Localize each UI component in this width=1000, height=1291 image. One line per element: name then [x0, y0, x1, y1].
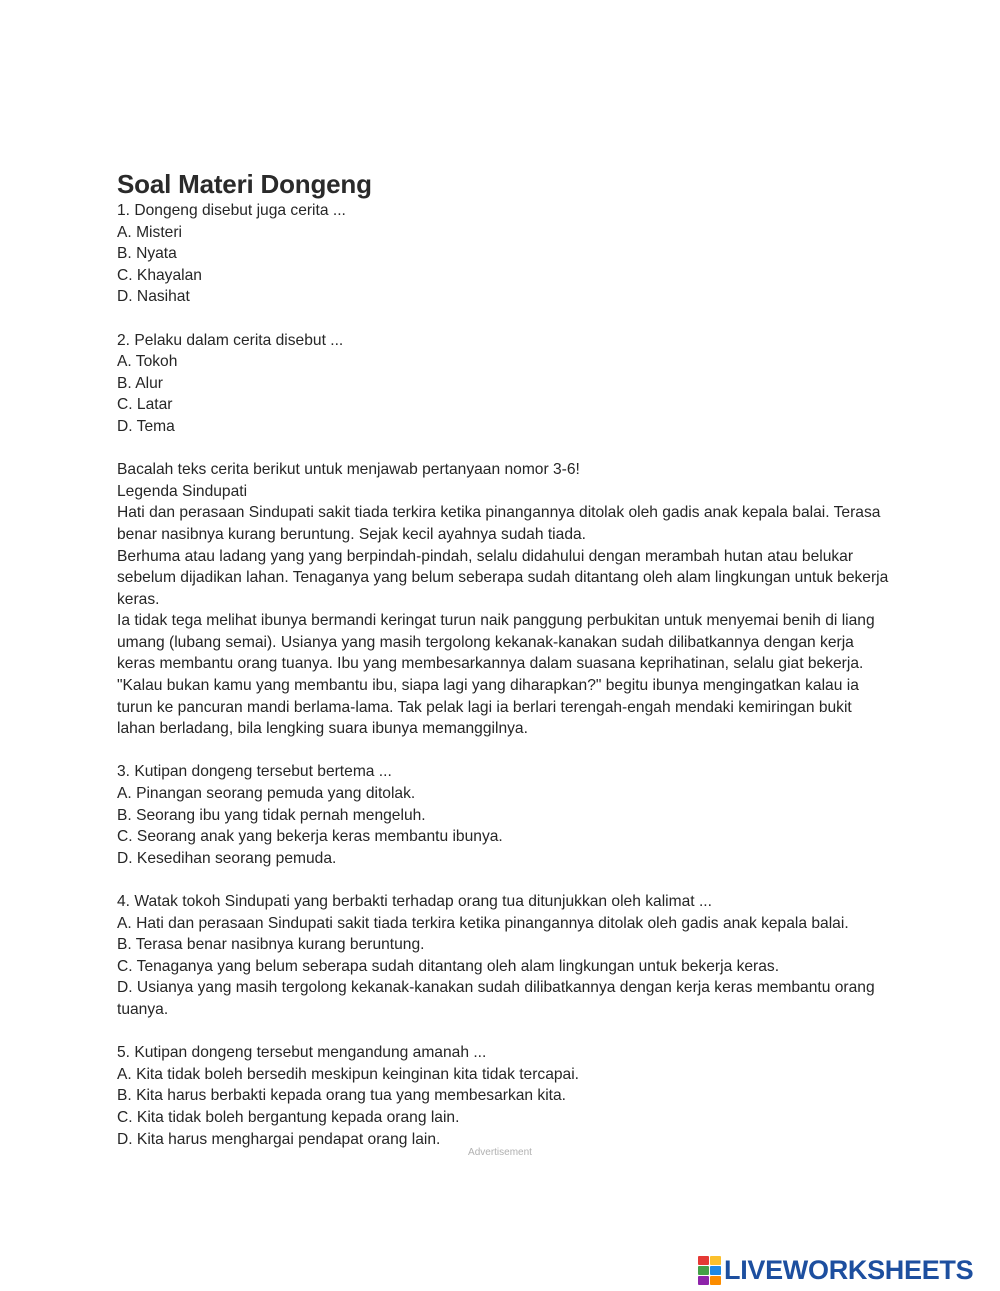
answer-option: A. Kita tidak boleh bersedih meskipun keinginan kita tidak tercapai. [117, 1065, 580, 1083]
answer-option: A. Misteri [117, 223, 182, 241]
question-text: 3. Kutipan dongeng tersebut bertema ... [117, 763, 392, 781]
story-line: "Kalau bukan kamu yang membantu ibu, siapa lagi yang diharapkan?" begitu ibunya mengingatkan kalau ia [117, 677, 859, 695]
story-title: Legenda Sindupati [117, 482, 248, 500]
question-text: 4. Watak tokoh Sindupati yang berbakti terhadap orang tua ditunjukkan oleh kalimat ... [117, 893, 712, 910]
story-line: keras membantu orang tuanya. Ibu yang membesarkannya dalam suasana keprihatinan, selalu giat bekerja. [117, 655, 864, 673]
question-text: 2. Pelaku dalam cerita disebut ... [117, 331, 344, 349]
answer-option: B. Alur [117, 374, 163, 392]
logo-block [698, 1256, 709, 1265]
story-line: umang (lubang semai). Usianya yang masih tergolong kekanak-kanakan sudah dilibatkannya dengan kerja [117, 633, 854, 651]
question-4 [117, 891, 897, 1021]
answer-option: C. Tenaganya yang belum seberapa sudah ditantang oleh alam lingkungan untuk bekerja keras. [117, 957, 780, 975]
spacer [117, 869, 897, 891]
answer-option: D. Nasihat [117, 288, 190, 306]
answer-option: A. Tokoh [117, 353, 178, 371]
reading-instruction: Bacalah teks cerita berikut untuk menjawab pertanyaan nomor 3-6! [117, 461, 580, 479]
page-title: Soal Materi Dongeng [117, 169, 372, 199]
answer-option: D. Kita harus menghargai pendapat orang lain. [117, 1130, 441, 1148]
logo-block [698, 1266, 709, 1275]
question-3 [117, 761, 897, 869]
question-2 [117, 330, 897, 438]
answer-option: B. Terasa benar nasibnya kurang beruntung. [117, 936, 425, 954]
answer-option: C. Seorang anak yang bekerja keras membantu ibunya. [117, 828, 503, 846]
answer-option: D. Tema [117, 417, 175, 435]
question-text: 1. Dongeng disebut juga cerita ... [117, 202, 346, 219]
story-line: turun ke pancuran mandi berlama-lama. Tak pelak lagi ia berlari terengah-engah mendaki kemiringan bukit [117, 698, 852, 716]
logo-blocks-icon [698, 1256, 721, 1285]
logo-text: LIVEWORKSHEETS [724, 1254, 974, 1285]
story-line: benar nasibnya kurang beruntung. Sejak kecil ayahnya sudah tiada. [117, 525, 587, 543]
story-line: keras. [117, 590, 160, 608]
worksheet-document [117, 168, 897, 1150]
spacer [117, 438, 897, 460]
answer-option: D. Usianya yang masih tergolong kekanak-kanakan sudah dilibatkannya dengan kerja keras membantu orang [117, 979, 875, 997]
question-5 [117, 1042, 897, 1150]
story-line: lahan berladang, bila lengking suara ibunya memanggilnya. [117, 720, 528, 738]
spacer [117, 308, 897, 330]
answer-option: D. Kesedihan seorang pemuda. [117, 849, 337, 867]
answer-option: C. Khayalan [117, 266, 202, 284]
logo-block [710, 1266, 721, 1275]
answer-option: C. Latar [117, 396, 173, 414]
question-1 [117, 200, 897, 308]
advertisement-label: Advertisement [468, 1147, 532, 1158]
reading-passage [117, 459, 897, 740]
story-line: sebelum dijadikan lahan. Tenaganya yang belum seberapa sudah ditantang oleh alam lingkungan untuk bekerja [117, 569, 889, 587]
question-text: 5. Kutipan dongeng tersebut mengandung amanah ... [117, 1044, 487, 1062]
spacer [117, 740, 897, 762]
logo-block [710, 1276, 721, 1285]
answer-option-continued: tuanya. [117, 1000, 169, 1018]
answer-option: A. Hati dan perasaan Sindupati sakit tiada terkira ketika pinangannya ditolak oleh gadis anak kepala balai. [117, 914, 849, 932]
story-line: Ia tidak tega melihat ibunya bermandi keringat turun naik panggung perbukitan untuk menyemai benih di liang [117, 612, 875, 630]
answer-option: B. Nyata [117, 245, 177, 263]
story-line: Hati dan perasaan Sindupati sakit tiada terkira ketika pinangannya ditolak oleh gadis anak kepala balai. Terasa [117, 504, 881, 522]
answer-option: C. Kita tidak boleh bergantung kepada orang lain. [117, 1108, 460, 1126]
story-line: Berhuma atau ladang yang yang berpindah-pindah, selalu didahului dengan merambah hutan atau belukar [117, 547, 854, 565]
answer-option: A. Pinangan seorang pemuda yang ditolak. [117, 785, 416, 803]
spacer [117, 1021, 897, 1043]
logo-block [710, 1256, 721, 1265]
logo-block [698, 1276, 709, 1285]
liveworksheets-logo [698, 1254, 973, 1286]
answer-option: B. Kita harus berbakti kepada orang tua yang membesarkan kita. [117, 1087, 567, 1105]
answer-option: B. Seorang ibu yang tidak pernah mengeluh. [117, 806, 426, 824]
